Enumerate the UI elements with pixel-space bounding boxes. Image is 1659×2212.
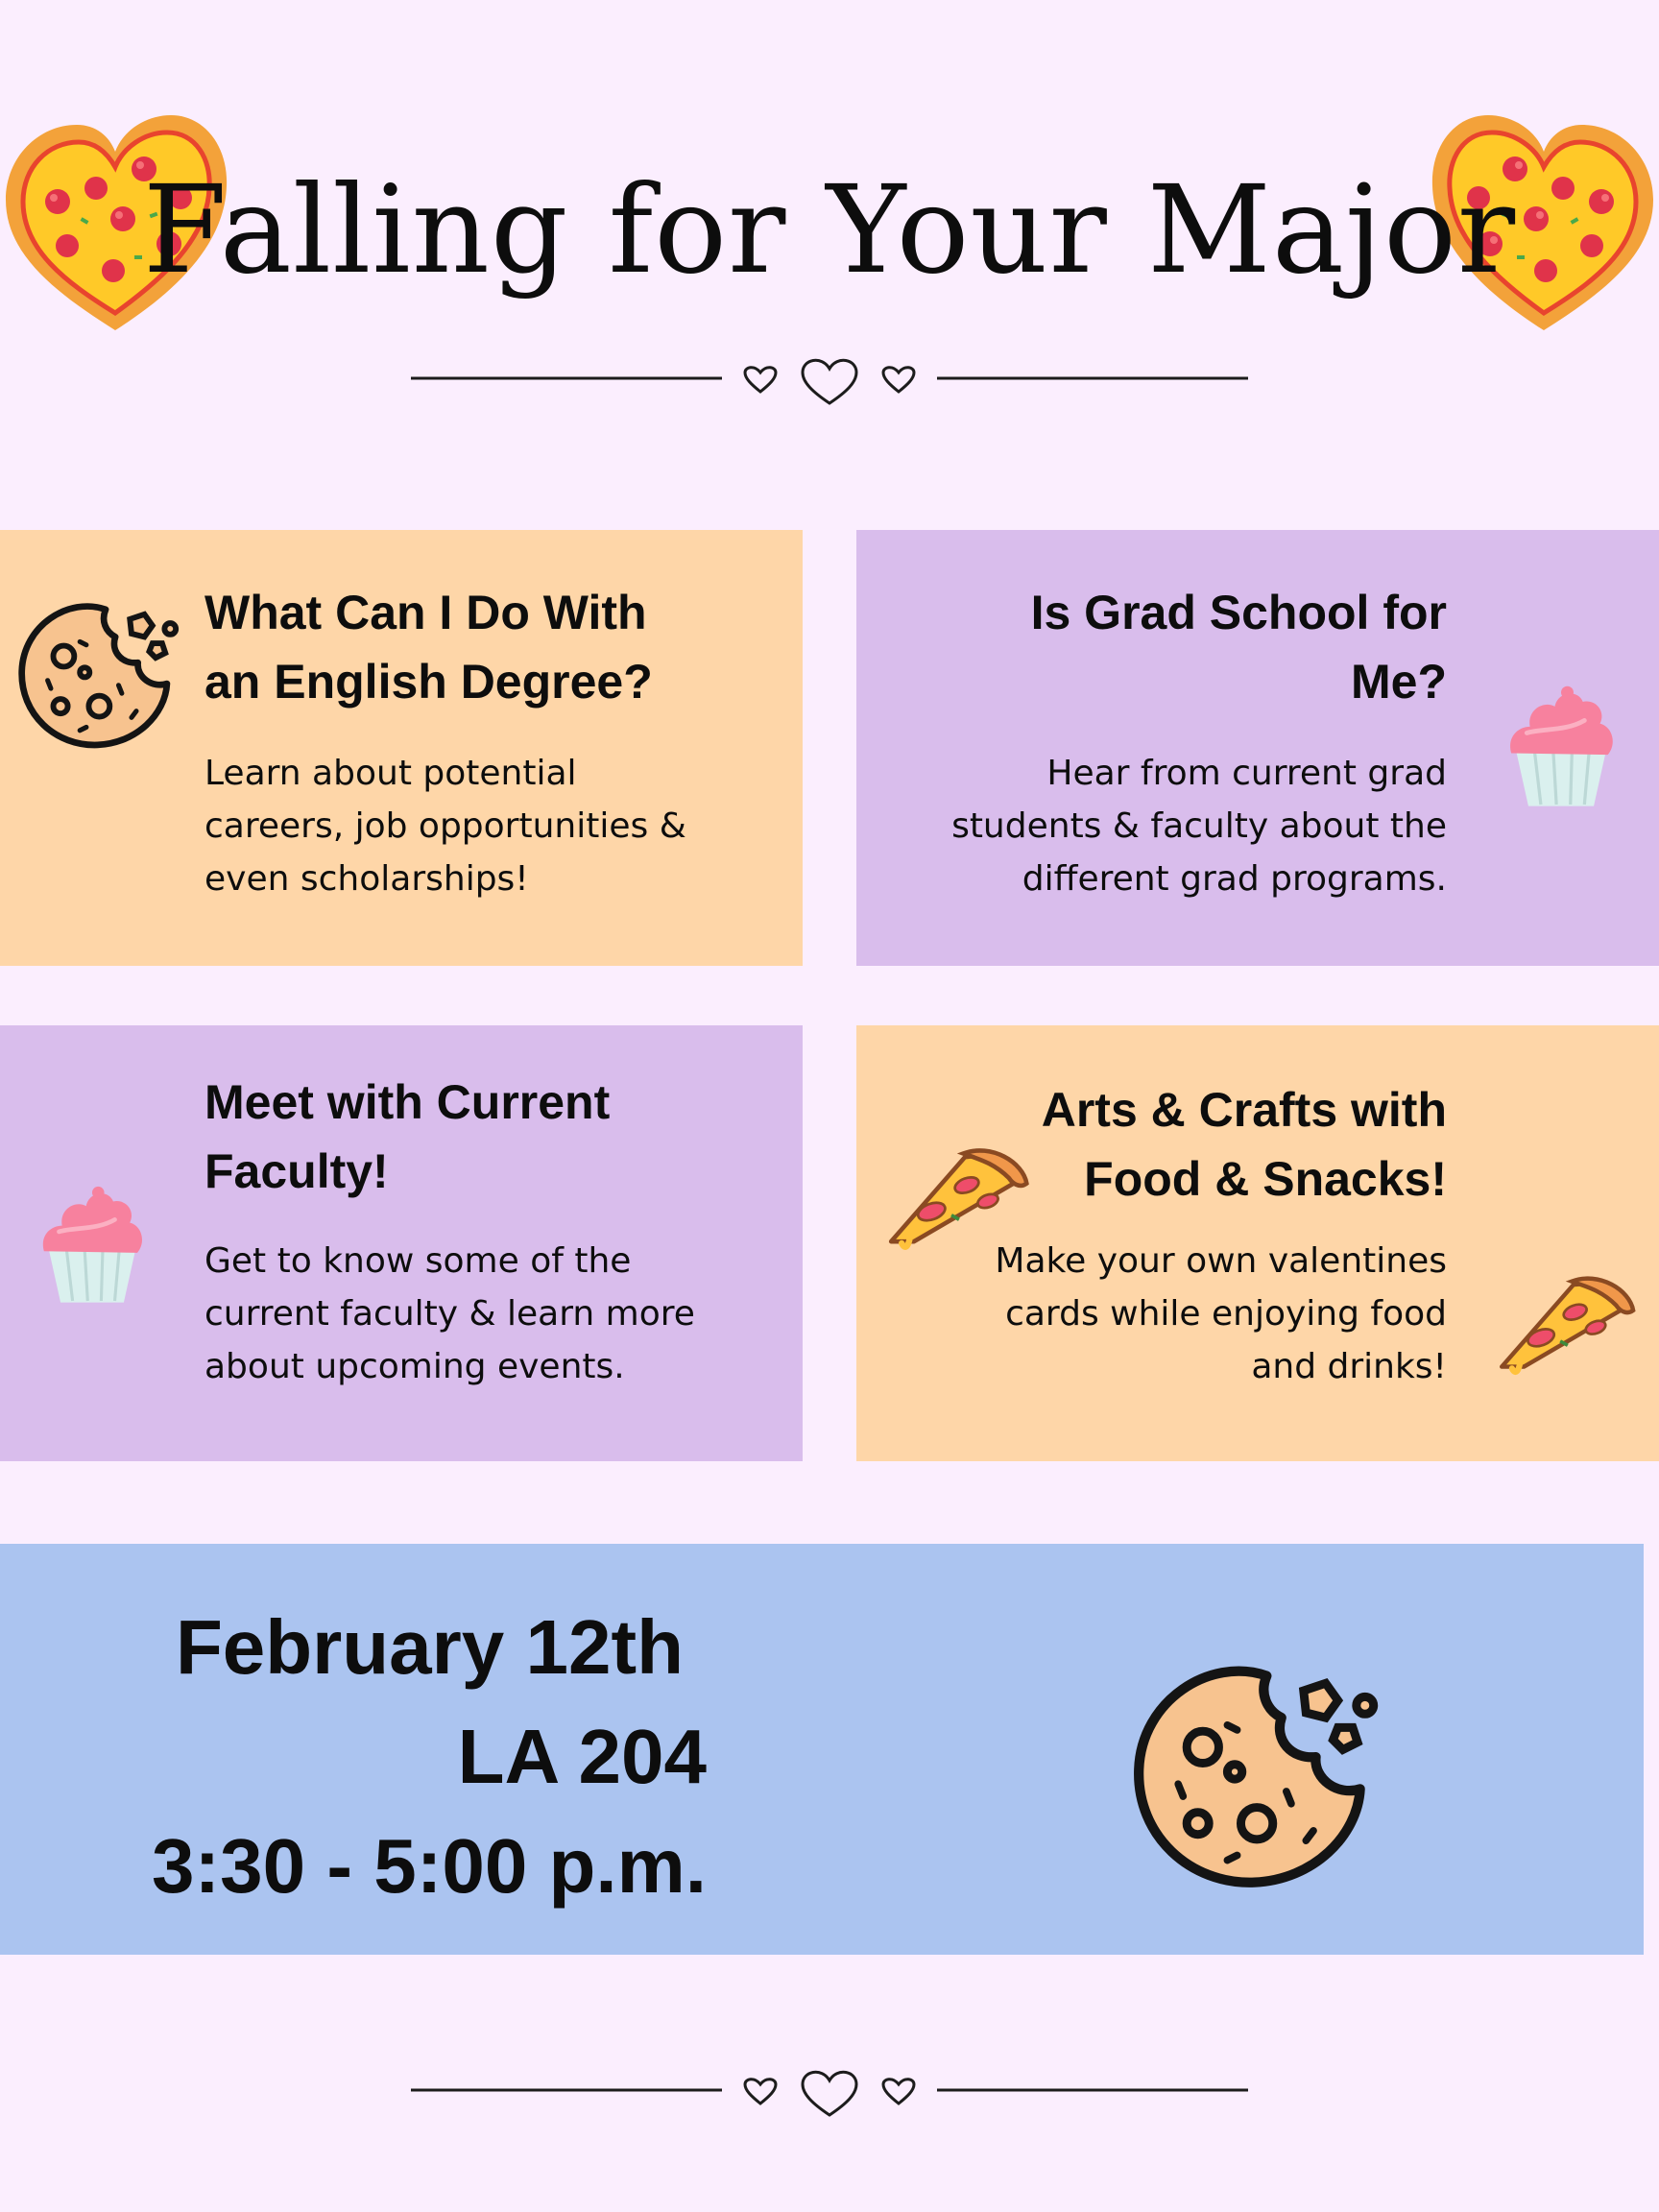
card-heading: Is Grad School for Me? bbox=[1030, 586, 1447, 709]
cupcake-icon bbox=[1503, 676, 1619, 818]
card-grad-school bbox=[856, 530, 1659, 966]
card-arts-crafts bbox=[856, 1025, 1659, 1461]
event-date: February 12th bbox=[175, 1604, 684, 1690]
card-body: Make your own valentines cards while enjoying food and drinks! bbox=[995, 1241, 1447, 1386]
card-heading: Arts & Crafts with Food & Snacks! bbox=[1041, 1083, 1447, 1206]
card-english-degree bbox=[0, 530, 803, 966]
cookie-icon bbox=[15, 593, 177, 755]
card-body: Get to know some of the current faculty & learn more about upcoming events. bbox=[204, 1241, 695, 1386]
page-title: Falling for Your Major bbox=[142, 159, 1517, 301]
event-location: LA 204 bbox=[457, 1714, 707, 1799]
heart-divider-icon bbox=[411, 365, 1248, 407]
event-time: 3:30 - 5:00 p.m. bbox=[151, 1823, 707, 1909]
card-body: Learn about potential careers, job opportunities & even scholarships! bbox=[204, 754, 686, 899]
card-meet-faculty-text bbox=[0, 1025, 803, 1461]
pizza-slice-icon bbox=[1484, 1256, 1646, 1379]
card-heading: What Can I Do With an English Degree? bbox=[204, 586, 653, 709]
cookie-icon bbox=[1129, 1651, 1375, 1897]
heart-divider-icon bbox=[411, 2077, 1248, 2119]
card-body: Hear from current grad students & faculty about the different grad programs. bbox=[951, 754, 1447, 899]
card-heading: Meet with Current Faculty! bbox=[204, 1075, 611, 1198]
event-details-band bbox=[0, 1544, 1644, 1955]
